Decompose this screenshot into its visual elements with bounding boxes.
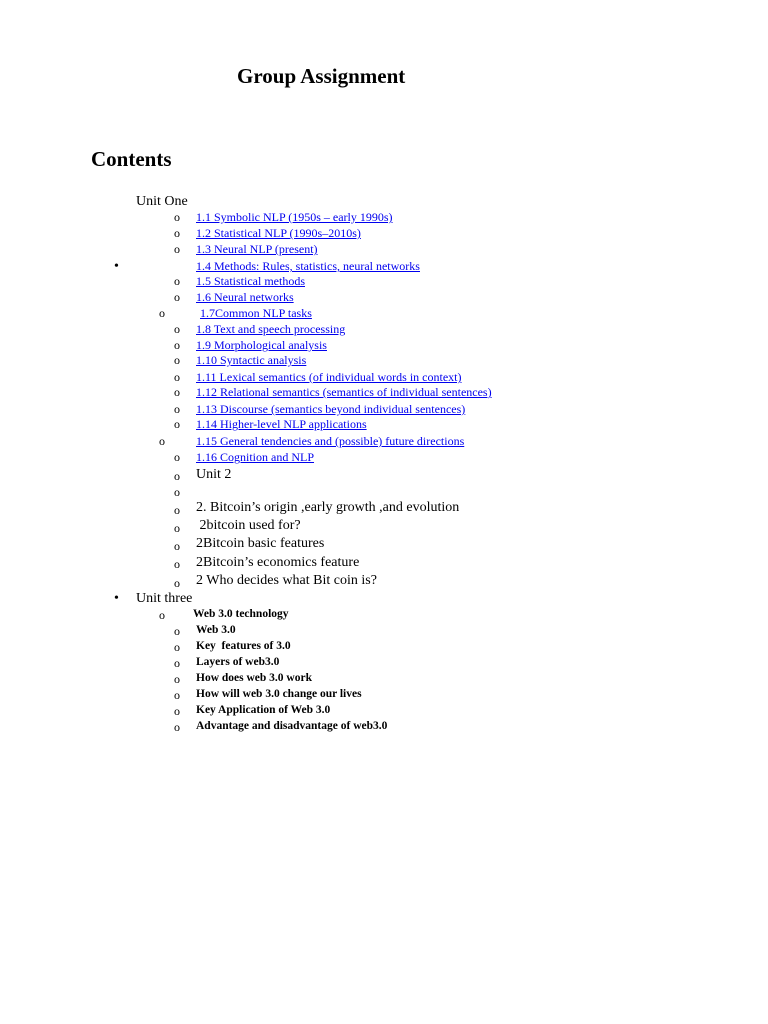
contents-heading: Contents xyxy=(91,147,172,171)
unit-three-heading: Unit three xyxy=(136,591,193,606)
circle-bullet-icon: o xyxy=(174,338,180,352)
toc-link-1-6[interactable]: 1.6 Neural networks xyxy=(196,290,294,304)
unit-two-item: 2. Bitcoin’s origin ,early growth ,and evolution xyxy=(196,500,460,515)
unit-three-item: How does web 3.0 work xyxy=(196,672,312,684)
circle-bullet-icon: o xyxy=(174,242,180,256)
circle-bullet-icon: o xyxy=(174,226,180,240)
circle-bullet-icon: o xyxy=(174,656,180,670)
unit-two-item: 2Bitcoin’s economics feature xyxy=(196,555,360,570)
dot-bullet-icon: • xyxy=(114,591,119,606)
circle-bullet-icon: o xyxy=(159,434,165,448)
circle-bullet-icon: o xyxy=(174,704,180,718)
circle-bullet-icon: o xyxy=(174,557,180,571)
unit-two-item: 2Bitcoin basic features xyxy=(196,536,325,551)
toc-link-1-14[interactable]: 1.14 Higher-level NLP applications xyxy=(196,417,367,431)
circle-bullet-icon: o xyxy=(174,539,180,553)
toc-link-1-16[interactable]: 1.16 Cognition and NLP xyxy=(196,450,315,464)
unit-three-item: Layers of web3.0 xyxy=(196,656,280,668)
circle-bullet-icon: o xyxy=(174,688,180,702)
circle-bullet-icon: o xyxy=(174,672,180,686)
dot-bullet-icon: • xyxy=(114,259,119,274)
toc-link-1-11[interactable]: 1.11 Lexical semantics (of individual words in context) xyxy=(196,370,462,384)
toc-link-1-1[interactable]: 1.1 Symbolic NLP (1950s – early 1990s) xyxy=(196,210,393,224)
unit-three-item: Advantage and disadvantage of web3.0 xyxy=(196,720,388,732)
circle-bullet-icon: o xyxy=(174,640,180,654)
toc-link-1-7[interactable]: 1.7Common NLP tasks xyxy=(200,306,312,320)
circle-bullet-icon: o xyxy=(174,385,180,399)
unit-three-item: Web 3.0 technology xyxy=(193,608,289,620)
circle-bullet-icon: o xyxy=(174,210,180,224)
document-title: Group Assignment xyxy=(237,64,406,88)
toc-link-1-9[interactable]: 1.9 Morphological analysis xyxy=(196,338,327,352)
circle-bullet-icon: o xyxy=(159,608,165,622)
unit-two-item: 2 Who decides what Bit coin is? xyxy=(196,573,377,588)
unit-three-item: How will web 3.0 change our lives xyxy=(196,688,362,700)
circle-bullet-icon: o xyxy=(174,417,180,431)
unit-three-item: Web 3.0 xyxy=(196,624,236,636)
unit-one-heading: Unit One xyxy=(136,194,188,209)
toc-link-1-5[interactable]: 1.5 Statistical methods xyxy=(196,274,305,288)
toc-link-1-13[interactable]: 1.13 Discourse (semantics beyond individual sentences) xyxy=(196,402,466,416)
circle-bullet-icon: o xyxy=(174,353,180,367)
circle-bullet-icon: o xyxy=(174,503,180,517)
circle-bullet-icon: o xyxy=(174,469,180,483)
unit-three-item: Key Application of Web 3.0 xyxy=(196,704,331,716)
toc-link-1-10[interactable]: 1.10 Syntactic analysis xyxy=(196,353,307,367)
toc-link-1-4[interactable]: 1.4 Methods: Rules, statistics, neural networks xyxy=(196,259,420,273)
unit-two-heading: Unit 2 xyxy=(196,467,232,482)
toc-link-1-12[interactable]: 1.12 Relational semantics (semantics of individual sentences) xyxy=(196,385,492,399)
toc-link-1-8[interactable]: 1.8 Text and speech processing xyxy=(196,322,346,336)
circle-bullet-icon: o xyxy=(174,322,180,336)
toc-link-1-2[interactable]: 1.2 Statistical NLP (1990s–2010s) xyxy=(196,226,361,240)
circle-bullet-icon: o xyxy=(174,521,180,535)
circle-bullet-icon: o xyxy=(174,624,180,638)
circle-bullet-icon: o xyxy=(174,274,180,288)
circle-bullet-icon: o xyxy=(174,450,180,464)
circle-bullet-icon: o xyxy=(174,720,180,734)
circle-bullet-icon: o xyxy=(159,306,165,320)
circle-bullet-icon: o xyxy=(174,576,180,590)
toc-link-1-15[interactable]: 1.15 General tendencies and (possible) future directions xyxy=(196,434,465,448)
circle-bullet-icon: o xyxy=(174,290,180,304)
circle-bullet-icon: o xyxy=(174,402,180,416)
circle-bullet-icon: o xyxy=(174,485,180,499)
unit-three-item: Key features of 3.0 xyxy=(196,640,291,652)
unit-two-item: 2bitcoin used for? xyxy=(196,518,301,533)
toc-link-1-3[interactable]: 1.3 Neural NLP (present) xyxy=(196,242,318,256)
circle-bullet-icon: o xyxy=(174,370,180,384)
